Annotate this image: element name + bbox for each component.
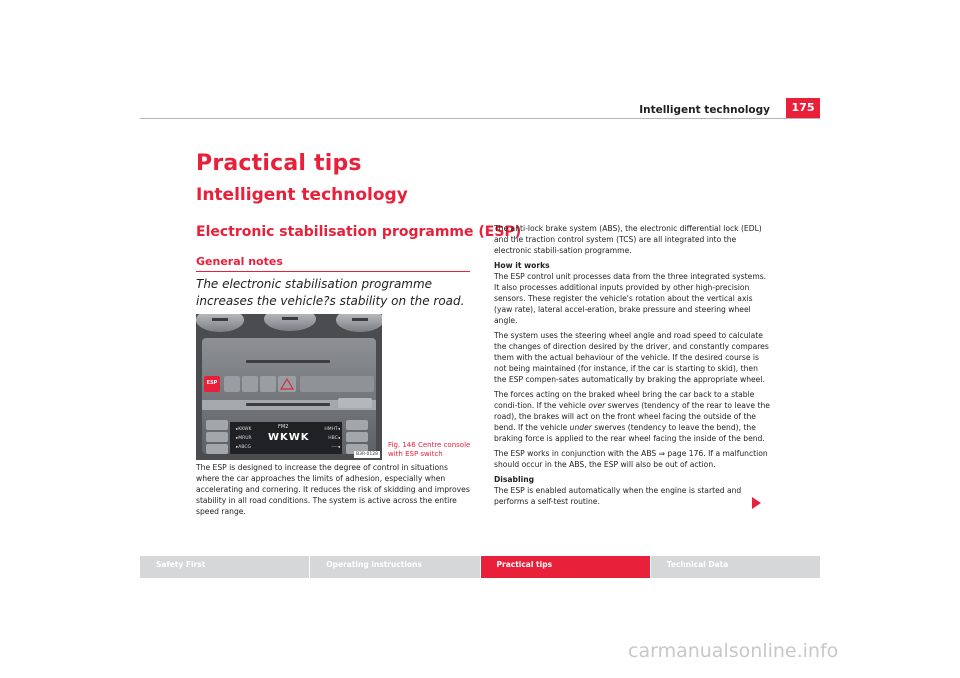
- disabling-heading: Disabling: [494, 475, 535, 484]
- figure-caption-line-2: with ESP switch: [388, 450, 443, 458]
- tab-operating-instructions[interactable]: Operating instructions: [310, 556, 479, 578]
- figure-caption-line-1: Fig. 146 Centre console: [388, 441, 471, 449]
- radio-station-text: WKWK: [268, 432, 310, 443]
- radio-band-text: FM2: [278, 424, 289, 430]
- footer-nav: [140, 556, 820, 578]
- watermark: carmanualsonline.info: [628, 640, 839, 662]
- esp-switch-label: ESP: [206, 380, 218, 386]
- tab-practical-tips[interactable]: Practical tips: [481, 556, 650, 578]
- forces-text-b: swerves (tendency of the rear to leave the road), the brakes will act on the front wheel facing the outside of the bend. If the vehicle: [494, 401, 770, 432]
- tab-safety-first[interactable]: Safety First: [140, 556, 309, 578]
- integration-paragraph: The anti-lock brake system (ABS), the electronic differential lock (EDL) and the traction control system (TCS) are all integrated into the electronic stabili-sation programme.: [494, 224, 762, 255]
- intro-text: The electronic stabilisation programme increases the vehicle?s stability on the road.: [196, 277, 465, 308]
- header-section-title: Intelligent technology: [639, 104, 770, 116]
- page-176-link[interactable]: ⇒ page 176: [658, 449, 704, 458]
- preset-list-left: [236, 425, 252, 452]
- topic-heading: General notes: [196, 255, 283, 268]
- figure-code: B3R-0128: [356, 452, 378, 457]
- preset-list-right: [316, 425, 340, 452]
- topic-divider: [196, 271, 470, 272]
- preset-left-2: ▸MRUR: [236, 436, 252, 441]
- chapter-heading: Practical tips: [196, 151, 362, 176]
- right-column: [494, 223, 772, 511]
- preset-left-3: ▸ABCG: [236, 445, 251, 450]
- centre-console-figure: [196, 314, 382, 460]
- figure-caption: [388, 441, 474, 459]
- preset-right-2: HBC◂: [328, 436, 340, 441]
- forces-text-a: The forces acting on the braked wheel bring the car back to a stable condi-tion. If the vehicle: [494, 390, 755, 410]
- esp-purpose-paragraph: The ESP is designed to increase the degree of control in situations where the car approaches the limits of adhesion, especially when accelerating and cornering. It reduces the risk of skidding and improves stability in all road conditions. The system is active across the entire speed range.: [196, 463, 470, 516]
- subsection-heading: Electronic stabilisation programme (ESP): [196, 224, 522, 240]
- over-term: over: [588, 401, 606, 410]
- continue-arrow-icon: [752, 497, 761, 509]
- disabling-paragraph: The ESP is enabled automatically when the engine is started and performs a self-test routine.: [494, 486, 742, 506]
- abs-text-b: . If a malfunction should occur in the ABS, the ESP will also be out of action.: [494, 449, 768, 469]
- forces-text-c: swerves (tendency to leave the bend), the braking force is applied to the rear wheel facing the inside of the bend.: [494, 423, 765, 443]
- how-it-works-heading: How it works: [494, 261, 550, 270]
- abs-text-a: The ESP works in conjunction with the ABS: [494, 449, 659, 458]
- tab-technical-data[interactable]: Technical Data: [651, 556, 820, 578]
- preset-left-1: ▸KKWK: [236, 427, 252, 432]
- page-number-badge: 175: [786, 98, 820, 118]
- preset-right-3: ----◂: [331, 445, 340, 450]
- calculation-paragraph: The system uses the steering wheel angle and road speed to calculate the changes of direction desired by the driver, and constantly compares them with the actual behaviour of the vehicle. If the desired course is not being maintained (for instance, if the car is starting to skid), then the ESP compen-sates automatically by braking the appropriate wheel.: [494, 331, 769, 384]
- forces-paragraph: [494, 389, 772, 444]
- preset-right-1: HMHT◂: [324, 427, 340, 432]
- abs-paragraph: [494, 448, 772, 470]
- control-unit-paragraph: The ESP control unit processes data from the three integrated systems. It also processes additional inputs provided by other high-precision sensors. These register the vehicle's rotation about the vertical axis (yaw rate), lateral accel-eration, brake pressure and steering wheel angle.: [494, 272, 767, 325]
- header-divider: [140, 118, 820, 119]
- section-heading: Intelligent technology: [196, 185, 408, 205]
- under-term: under: [569, 423, 592, 432]
